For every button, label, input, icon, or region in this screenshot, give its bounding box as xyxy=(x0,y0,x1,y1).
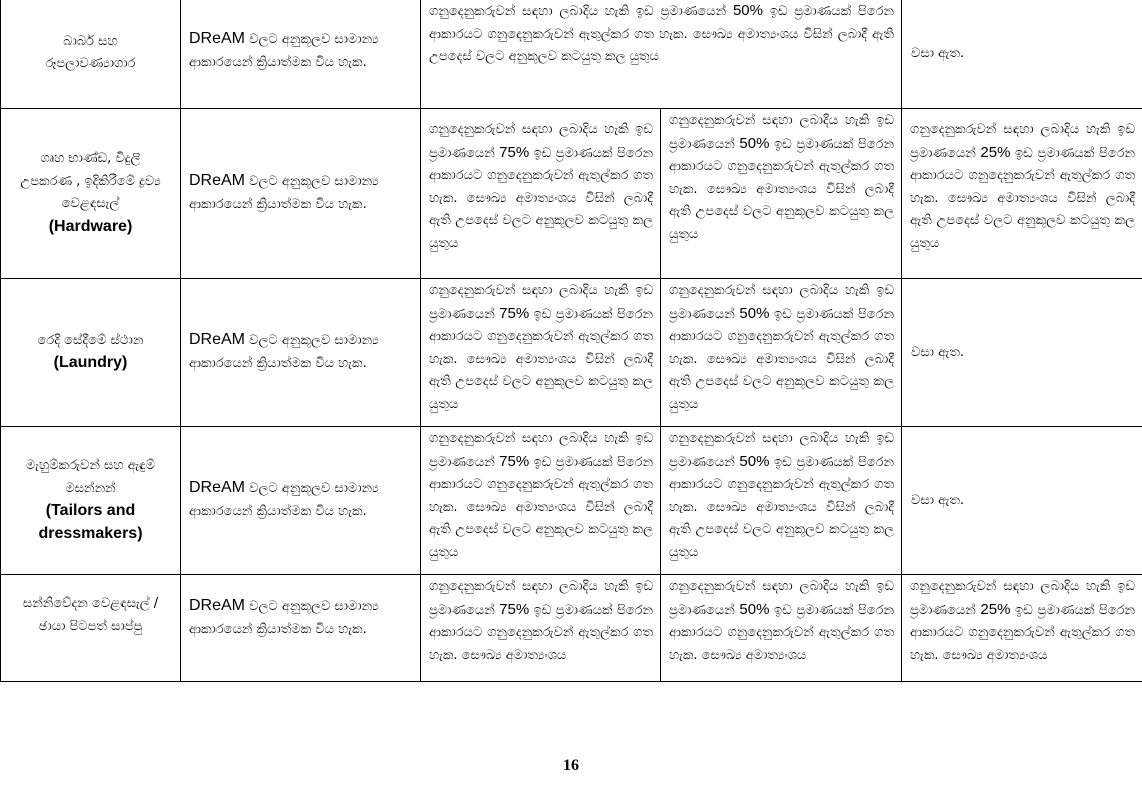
status-closed-cell xyxy=(902,279,1142,427)
condition-pre: ගනුදෙනුකරුවන් සඳහා ලබාදිය හැකි ඉඩ ප්‍රමාණයෙන් xyxy=(429,4,727,19)
business-name: බාබර් සහ රූපලාවණ්‍යාගාර xyxy=(45,33,136,71)
business-name: සන්නිවේදන වෙළඳසැල් / ඡායා පිටපත් සාප්පු xyxy=(22,596,159,634)
condition-percent: 50% xyxy=(739,452,770,470)
condition-percent: 50% xyxy=(739,600,770,618)
status-cell xyxy=(181,279,421,427)
condition-percent: 75% xyxy=(499,452,530,470)
condition-pre: ගනුදෙනුකරුවන් සඳහා ලබාදිය හැකි ඉඩ ප්‍රමාණයෙන් xyxy=(429,431,653,470)
business-name-en: (Laundry) xyxy=(53,354,128,371)
condition-cell-25 xyxy=(902,575,1142,682)
business-cell xyxy=(1,427,181,575)
closed-text: වසා ඇත. xyxy=(911,344,965,360)
condition-pre: ගනුදෙනුකරුවන් සඳහා ලබාදිය හැකි ඉඩ ප්‍රමාණයෙන් xyxy=(429,579,653,618)
status-text: වලට අනුකූලව සාමාන්‍ය ආකාරයෙන් ක්‍රියාත්මක විය හැක. xyxy=(189,174,379,212)
condition-cell-75 xyxy=(421,109,661,279)
condition-pre: ගනුදෙනුකරුවන් සඳහා ලබාදිය හැකි ඉඩ ප්‍රමාණයෙන් xyxy=(669,431,894,470)
condition-percent: 50% xyxy=(739,134,770,152)
condition-pre: ගනුදෙනුකරුවන් සඳහා ලබාදිය හැකි ඉඩ ප්‍රමාණයෙන් xyxy=(669,283,894,322)
condition-percent: 25% xyxy=(980,143,1011,161)
condition-pre: ගනුදෙනුකරුවන් සඳහා ලබාදිය හැකි ඉඩ ප්‍රමාණයෙන් xyxy=(910,122,1135,161)
status-cell xyxy=(181,0,421,109)
condition-percent: 50% xyxy=(732,2,763,19)
condition-post: ඉඩ ප්‍රමාණයක් පිරෙන ආකාරයට ගනුදෙනුකරුවන් ඇතුල්කර ගත හැක. සෞඛ්‍ය අමාත්‍යංශය විසින් ලබාදී ඇති උපදෙස් වලට අනුකූලව කටයුතු කල යුතුය xyxy=(429,454,653,560)
table-row xyxy=(1,575,1142,682)
condition-cell-50 xyxy=(661,109,902,279)
condition-percent: 75% xyxy=(499,600,530,618)
condition-pre: ගනුදෙනුකරුවන් සඳහා ලබාදිය හැකි ඉඩ ප්‍රමාණයෙන් xyxy=(669,579,894,618)
condition-cell-75 xyxy=(421,279,661,427)
business-cell xyxy=(1,279,181,427)
table-row xyxy=(1,279,1142,427)
page-number: 16 xyxy=(563,757,579,774)
condition-post: ඉඩ ප්‍රමාණයක් පිරෙන ආකාරයට ගනුදෙනුකරුවන් ඇතුල්කර ගත හැක. සෞඛ්‍ය අමාත්‍යංශය විසින් ලබාදී ඇති උපදෙස් වලට අනුකූලව කටයුතු කල යුතුය xyxy=(910,145,1135,251)
table-row xyxy=(1,0,1142,109)
condition-cell-75 xyxy=(421,575,661,682)
condition-percent: 75% xyxy=(499,143,530,161)
condition-post: ඉඩ ප්‍රමාණයක් පිරෙන ආකාරයට ගනුදෙනුකරුවන් ඇතුල්කර ගත හැක. සෞඛ්‍ය අමාත්‍යංශය විසින් ලබාදී ඇති උපදෙස් වලට අනුකූලව කටයුතු කල යුතුය xyxy=(669,306,894,412)
status-text: වලට අනුකූලව සාමාන්‍ය ආකාරයෙන් ක්‍රියාත්මක විය හැක. xyxy=(189,481,379,519)
condition-pre: ගනුදෙනුකරුවන් සඳහා ලබාදිය හැකි ඉඩ ප්‍රමාණයෙන් xyxy=(669,113,894,152)
condition-pre: ගනුදෙනුකරුවන් සඳහා ලබාදිය හැකි ඉඩ ප්‍රමාණයෙන් xyxy=(429,283,653,322)
status-text: වලට අනුකූලව සාමාන්‍ය ආකාරයෙන් ක්‍රියාත්මක විය හැක. xyxy=(189,32,379,70)
business-cell xyxy=(1,0,181,109)
business-name: ගෘහ භාණ්ඩ, විදුලි උපකරණ , ඉදිකිරීමේ ද්‍රව්‍ය වෙළඳසැල් xyxy=(20,151,161,211)
table-row xyxy=(1,427,1142,575)
condition-cell-75 xyxy=(421,427,661,575)
condition-percent: 75% xyxy=(499,304,530,322)
business-name: රෙදි සේදීමේ ස්ථාන xyxy=(37,332,144,348)
dream-label: DReAM xyxy=(189,331,246,348)
condition-post: ඉඩ ප්‍රමාණයක් පිරෙන ආකාරයට ගනුදෙනුකරුවන් ඇතුල්කර ගත හැක. සෞඛ්‍ය අමාත්‍යංශය xyxy=(669,602,894,663)
business-cell xyxy=(1,575,181,682)
status-cell xyxy=(181,575,421,682)
status-text: වලට අනුකූලව සාමාන්‍ය ආකාරයෙන් ක්‍රියාත්මක විය හැක. xyxy=(189,333,379,371)
business-name-en: (Hardware) xyxy=(48,217,133,235)
condition-post: ඉඩ ප්‍රමාණයක් පිරෙන ආකාරයට ගනුදෙනුකරුවන් ඇතුල්කර ගත හැක. සෞඛ්‍ය අමාත්‍යංශය විසින් ලබාදී ඇති උපදෙස් වලට අනුකූලව කටයුතු කල යුතුය xyxy=(669,136,894,242)
business-name: මැහුම්කරුවන් සහ ඇඳුම් මසන්නන් xyxy=(26,458,155,496)
condition-cell-50 xyxy=(661,575,902,682)
condition-cell-50 xyxy=(661,279,902,427)
condition-post: ඉඩ ප්‍රමාණයක් පිරෙන ආකාරයට ගනුදෙනුකරුවන් ඇතුල්කර ගත හැක. සෞඛ්‍ය අමාත්‍යංශය විසින් ලබාදී ඇති උපදෙස් වලට අනුකූලව කටයුතු කල යුතුය xyxy=(669,454,894,560)
condition-pre: ගනුදෙනුකරුවන් සඳහා ලබාදිය හැකි ඉඩ ප්‍රමාණයෙන් xyxy=(429,122,653,161)
condition-percent: 25% xyxy=(980,600,1011,618)
dream-label: DReAM xyxy=(189,172,246,189)
closed-text: වසා ඇත. xyxy=(911,45,965,61)
business-name-en: (Tailors and dressmakers) xyxy=(38,502,143,542)
merged-condition-cell xyxy=(421,0,902,109)
dream-label: DReAM xyxy=(189,597,246,614)
status-text: වලට අනුකූලව සාමාන්‍ය ආකාරයෙන් ක්‍රියාත්මක විය හැක. xyxy=(189,599,379,637)
condition-post: ඉඩ ප්‍රමාණයක් පිරෙන ආකාරයට ගනුදෙනුකරුවන් ඇතුල්කර ගත හැක. සෞඛ්‍ය අමාත්‍යංශය විසින් ලබාදී ඇති උපදෙස් වලට අනුකූලව කටයුතු කල යුතුය xyxy=(429,145,653,251)
status-closed-cell xyxy=(902,427,1142,575)
condition-post: ඉඩ ප්‍රමාණයක් පිරෙන ආකාරයට ගනුදෙනුකරුවන් ඇතුල්කර ගත හැක. සෞඛ්‍ය අමාත්‍යංශය විසින් ලබාදී ඇති උපදෙස් වලට අනුකූලව කටයුතු කල යුතුය xyxy=(429,306,653,412)
condition-cell-25 xyxy=(902,109,1142,279)
condition-cell-50 xyxy=(661,427,902,575)
status-cell xyxy=(181,109,421,279)
condition-pre: ගනුදෙනුකරුවන් සඳහා ලබාදිය හැකි ඉඩ ප්‍රමාණයෙන් xyxy=(910,579,1135,618)
dream-label: DReAM xyxy=(189,30,246,47)
table-row xyxy=(1,109,1142,279)
status-closed-cell xyxy=(902,0,1142,109)
business-cell xyxy=(1,109,181,279)
condition-post: ඉඩ ප්‍රමාණයක් පිරෙන ආකාරයට ගනුදෙනුකරුවන් ඇතුල්කර ගත හැක. සෞඛ්‍ය අමාත්‍යංශය විසින් ලබාදී ඇති උපදෙස් වලට අනුකූලව කටයුතු කල යුතුය xyxy=(429,4,894,64)
condition-percent: 50% xyxy=(739,304,770,322)
condition-post: ඉඩ ප්‍රමාණයක් පිරෙන ආකාරයට ගනුදෙනුකරුවන් ඇතුල්කර ගත හැක. සෞඛ්‍ය අමාත්‍යංශය xyxy=(910,602,1135,663)
dream-label: DReAM xyxy=(189,479,246,496)
status-cell xyxy=(181,427,421,575)
condition-post: ඉඩ ප්‍රමාණයක් පිරෙන ආකාරයට ගනුදෙනුකරුවන් ඇතුල්කර ගත හැක. සෞඛ්‍ය අමාත්‍යංශය xyxy=(429,602,653,663)
closed-text: වසා ඇත. xyxy=(911,492,965,508)
